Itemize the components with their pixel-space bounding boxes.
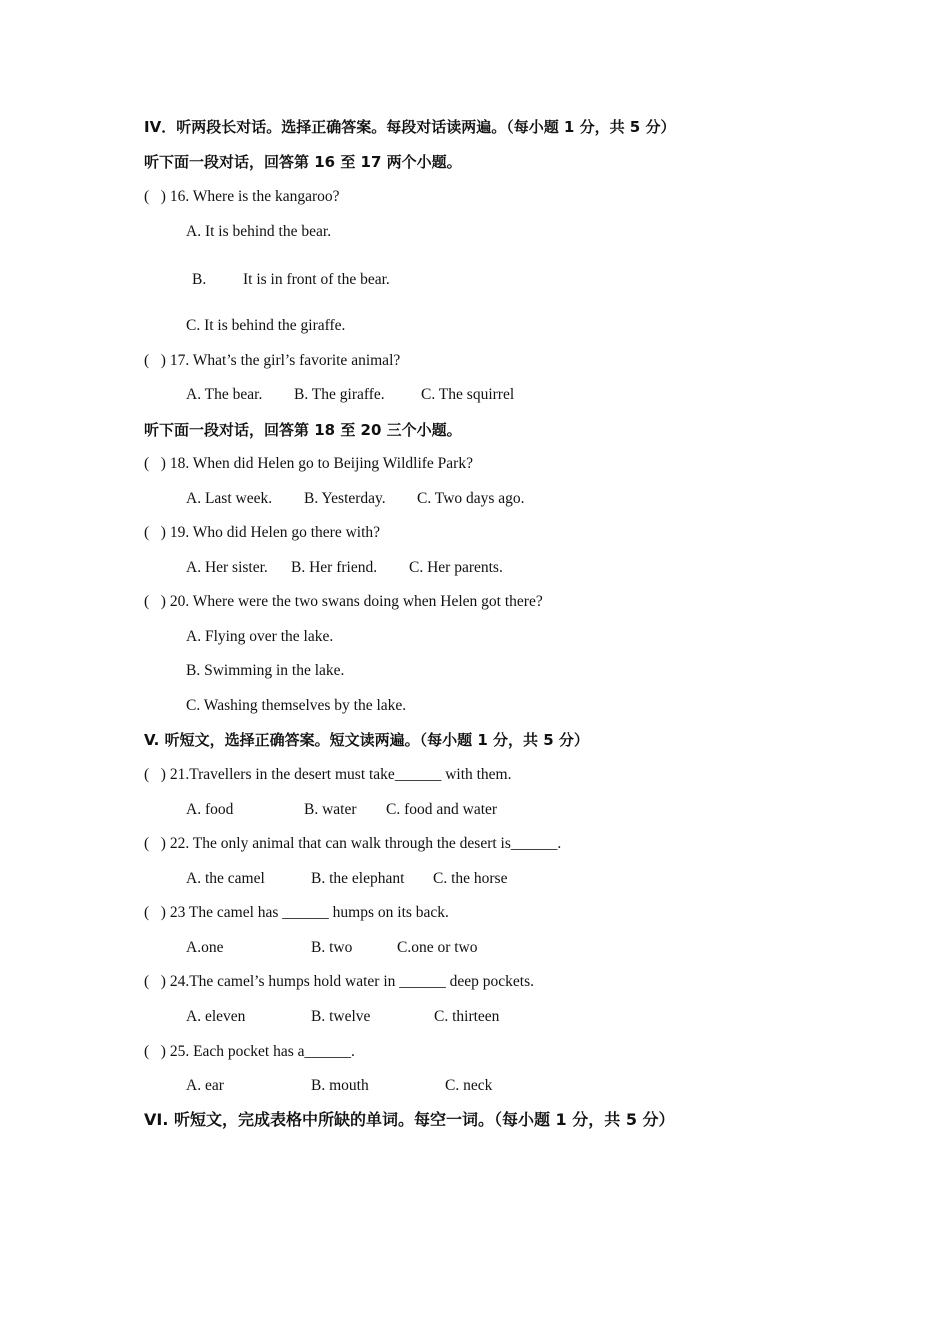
question-22-option-c: C. the horse	[433, 870, 508, 887]
dialog-2-intro: 听下面一段对话，回答第 18 至 20 三个小题。	[144, 421, 462, 439]
question-21-option-c: C. food and water	[386, 801, 498, 818]
question-17-option-c: C. The squirrel	[421, 386, 515, 403]
question-18-option-a: A. Last week.	[186, 490, 273, 507]
dialog-1-intro: 听下面一段对话，回答第 16 至 17 两个小题。	[144, 153, 462, 171]
question-25: ( ) 25. Each pocket has a______.	[144, 1043, 355, 1060]
question-21-option-a: A. food	[186, 801, 234, 818]
question-22-option-b: B. the elephant	[311, 870, 405, 887]
question-25-option-c: C. neck	[445, 1077, 493, 1094]
question-16: ( ) 16. Where is the kangaroo?	[144, 188, 340, 205]
question-25-option-b: B. mouth	[311, 1077, 369, 1094]
question-16-option-c: C. It is behind the giraffe.	[186, 317, 346, 334]
question-17-option-a: A. The bear.	[186, 386, 263, 403]
question-17: ( ) 17. What’s the girl’s favorite animal?	[144, 352, 401, 369]
question-21: ( ) 21.Travellers in the desert must take______ with them.	[144, 766, 512, 783]
question-18-option-b: B. Yesterday.	[304, 490, 386, 507]
question-24: ( ) 24.The camel’s humps hold water in ______ deep pockets.	[144, 973, 534, 990]
question-18-option-c: C. Two days ago.	[417, 490, 525, 507]
question-17-option-b: B. The giraffe.	[294, 386, 385, 403]
question-23: ( ) 23 The camel has ______ humps on its back.	[144, 904, 449, 921]
question-21-option-b: B. water	[304, 801, 357, 818]
question-22-option-a: A. the camel	[186, 870, 265, 887]
question-16-option-a: A. It is behind the bear.	[186, 223, 332, 240]
question-25-option-a: A. ear	[186, 1077, 224, 1094]
question-20-option-b: B. Swimming in the lake.	[186, 662, 345, 679]
question-19-option-b: B. Her friend.	[291, 559, 378, 576]
question-19-option-c: C. Her parents.	[409, 559, 503, 576]
question-24-option-a: A. eleven	[186, 1008, 246, 1025]
question-20: ( ) 20. Where were the two swans doing when Helen got there?	[144, 593, 543, 610]
question-23-option-a: A.one	[186, 939, 224, 956]
question-19: ( ) 19. Who did Helen go there with?	[144, 524, 381, 541]
question-24-option-b: B. twelve	[311, 1008, 371, 1025]
question-24-option-c: C. thirteen	[434, 1008, 500, 1025]
section-4-heading: IV．听两段长对话。选择正确答案。每段对话读两遍。（每小题 1 分，共 5 分）	[144, 118, 676, 136]
question-19-option-a: A. Her sister.	[186, 559, 268, 576]
question-16-option-b-text: It is in front of the bear.	[243, 271, 390, 288]
question-18: ( ) 18. When did Helen go to Beijing Wildlife Park?	[144, 455, 473, 472]
question-23-option-c: C.one or two	[397, 939, 478, 956]
section-6-heading: VI. 听短文，完成表格中所缺的单词。每空一词。（每小题 1 分，共 5 分）	[144, 1110, 675, 1129]
question-22: ( ) 22. The only animal that can walk through the desert is______.	[144, 835, 562, 852]
question-20-option-c: C. Washing themselves by the lake.	[186, 697, 407, 714]
section-5-heading: V. 听短文，选择正确答案。短文读两遍。（每小题 1 分，共 5 分）	[144, 731, 589, 749]
question-20-option-a: A. Flying over the lake.	[186, 628, 334, 645]
question-16-option-b-letter: B.	[192, 271, 207, 288]
question-23-option-b: B. two	[311, 939, 353, 956]
